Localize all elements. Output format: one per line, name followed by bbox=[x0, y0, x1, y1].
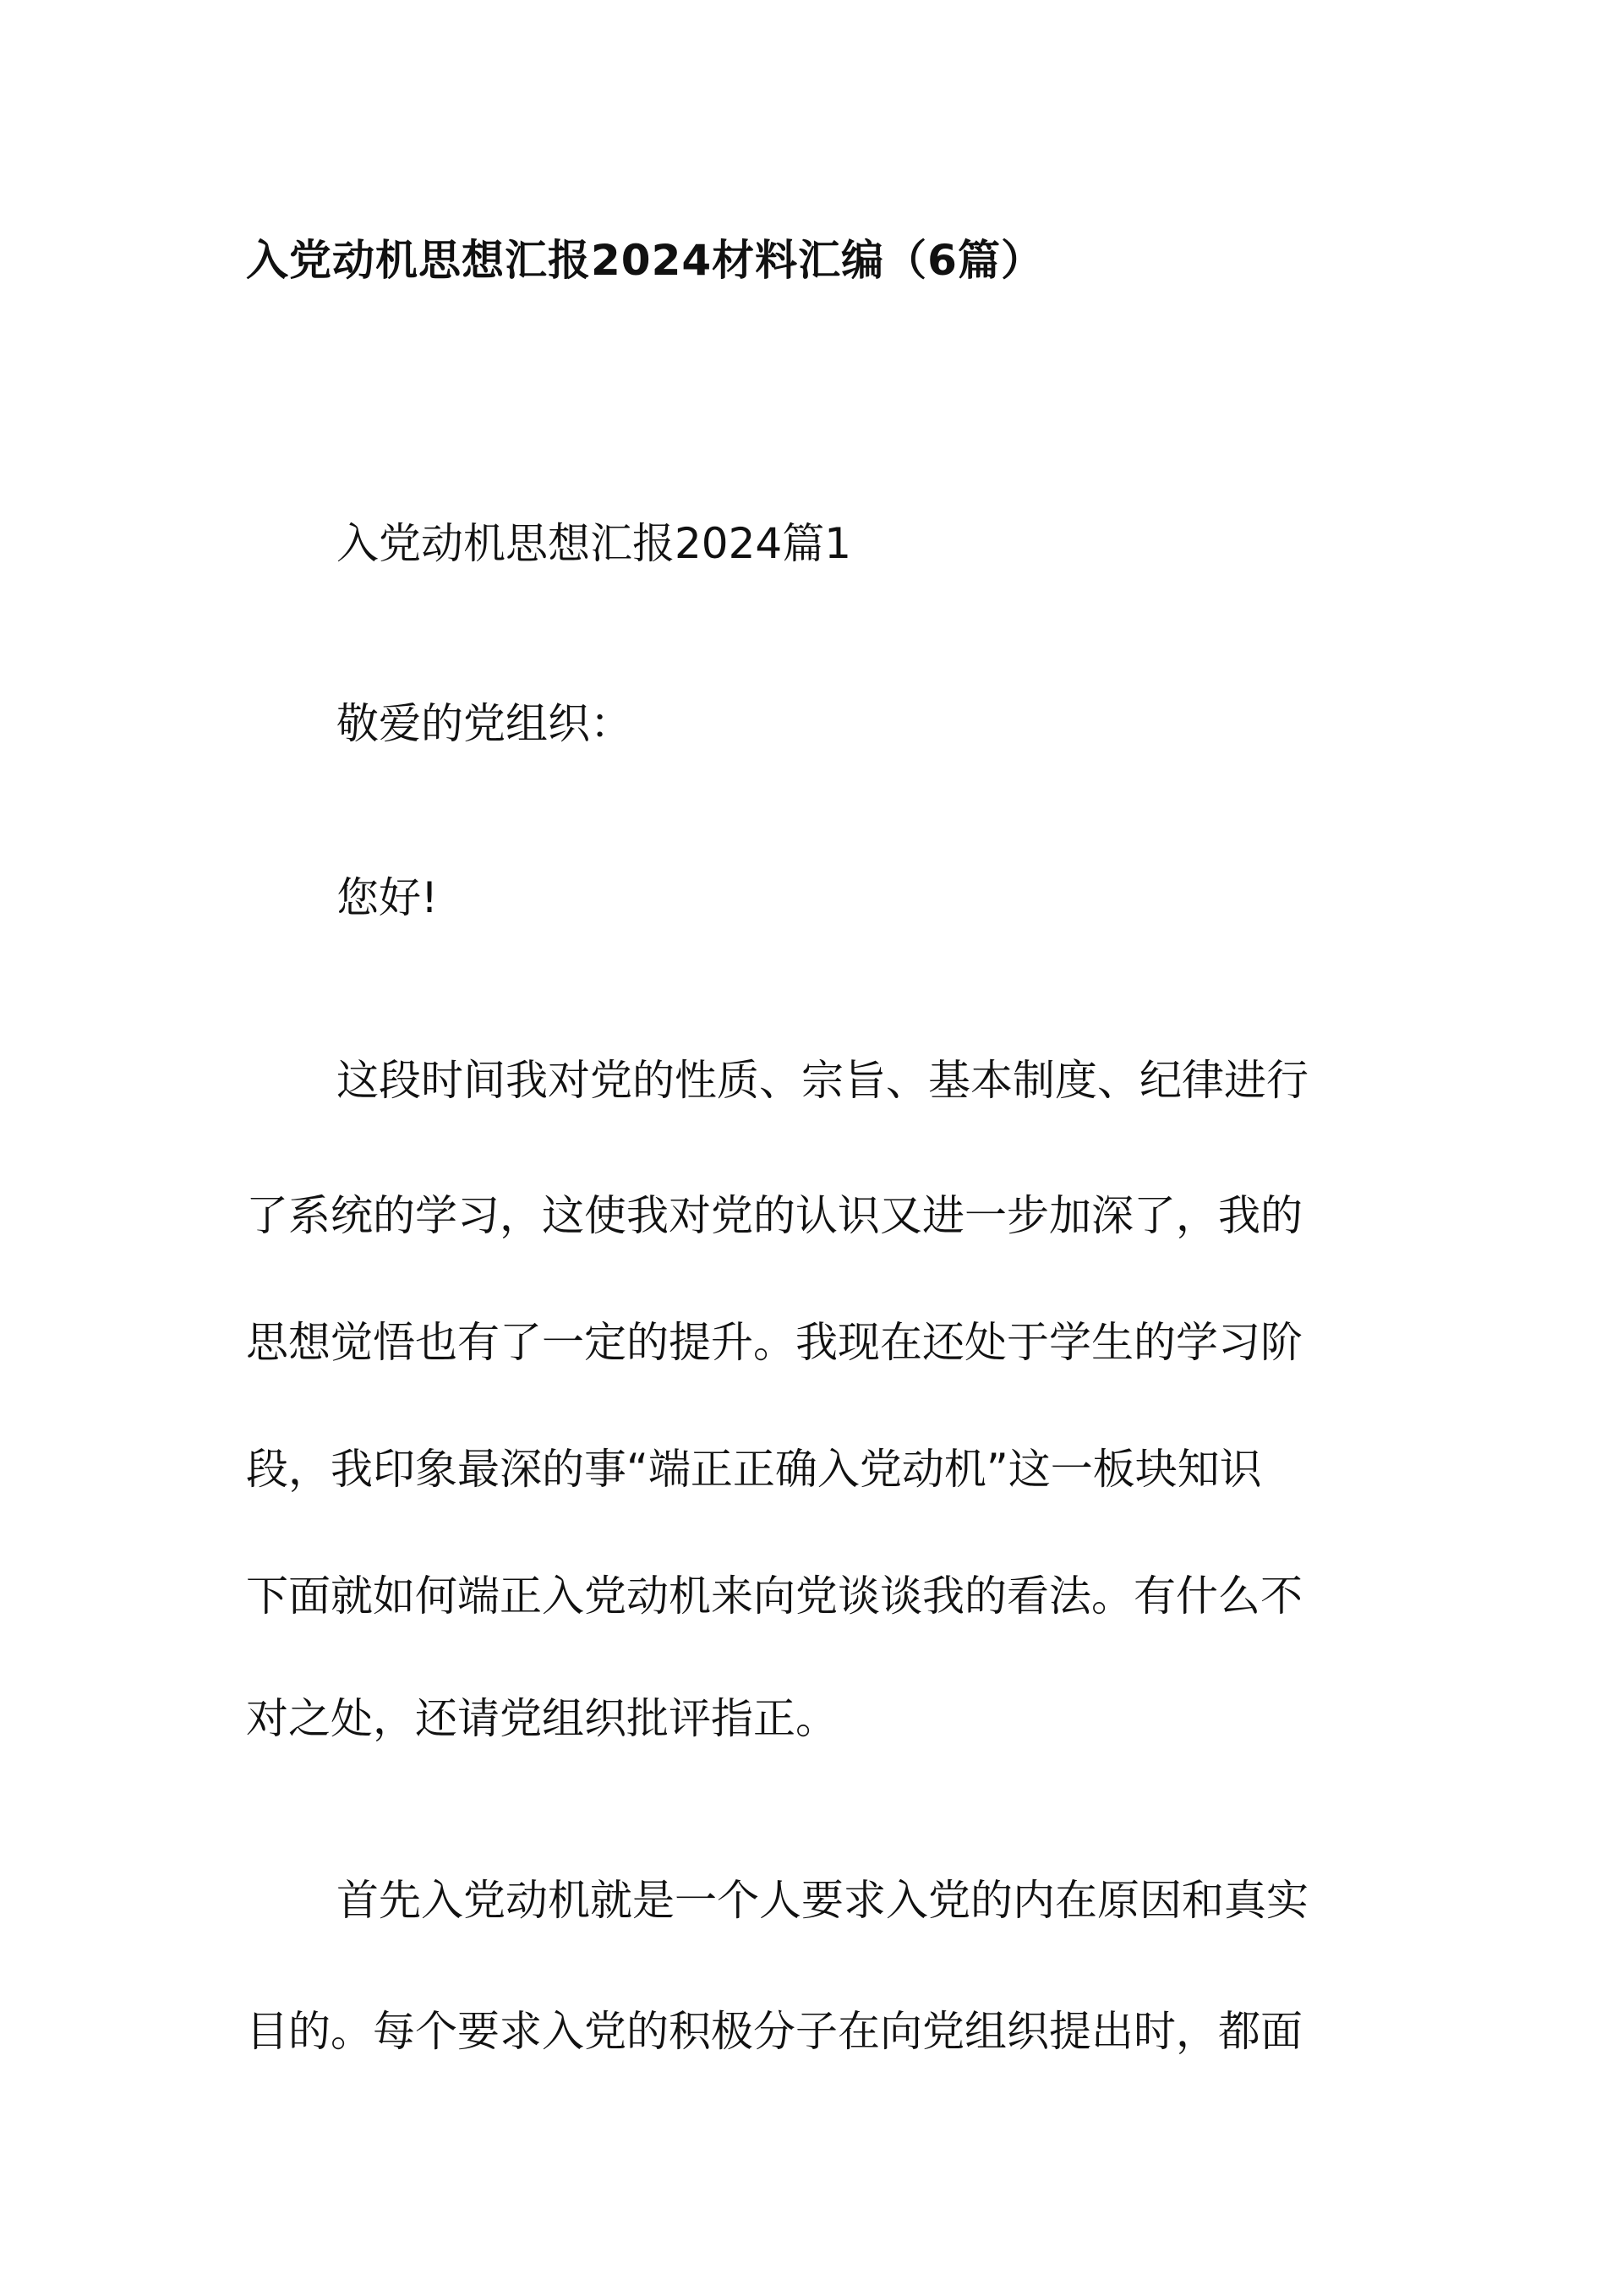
paragraph-line: 对之处，还请党组织批评指正。 bbox=[246, 1694, 838, 1743]
paragraph-line: 首先入党动机就是一个人要求入党的内在原因和真实 bbox=[336, 1876, 1309, 1925]
paragraph-line: 目的。每个要求入党的积极分子在向党组织提出时，都面 bbox=[246, 2007, 1303, 2056]
paragraph-line: 思想觉悟也有了一定的提升。我现在还处于学生的学习阶 bbox=[246, 1318, 1303, 1367]
greeting: 您好! bbox=[336, 873, 439, 922]
paragraph-line: 段，我印象最深的事“端正正确入党动机”这一板块知识 bbox=[246, 1445, 1262, 1494]
salutation: 敬爱的党组织： bbox=[336, 699, 632, 748]
paragraph-line: 了系统的学习，这使我对党的认识又进一步加深了，我的 bbox=[246, 1191, 1303, 1240]
section-heading: 入党动机思想汇报2024篇1 bbox=[336, 519, 852, 568]
document-title: 入党动机思想汇报2024材料汇编（6篇） bbox=[246, 236, 1044, 285]
paragraph-line: 下面就如何端正入党动机来向党谈谈我的看法。有什么不 bbox=[246, 1572, 1303, 1621]
paragraph-line: 这段时间我对党的性质、宗旨、基本制度、纪律进行 bbox=[336, 1056, 1309, 1105]
